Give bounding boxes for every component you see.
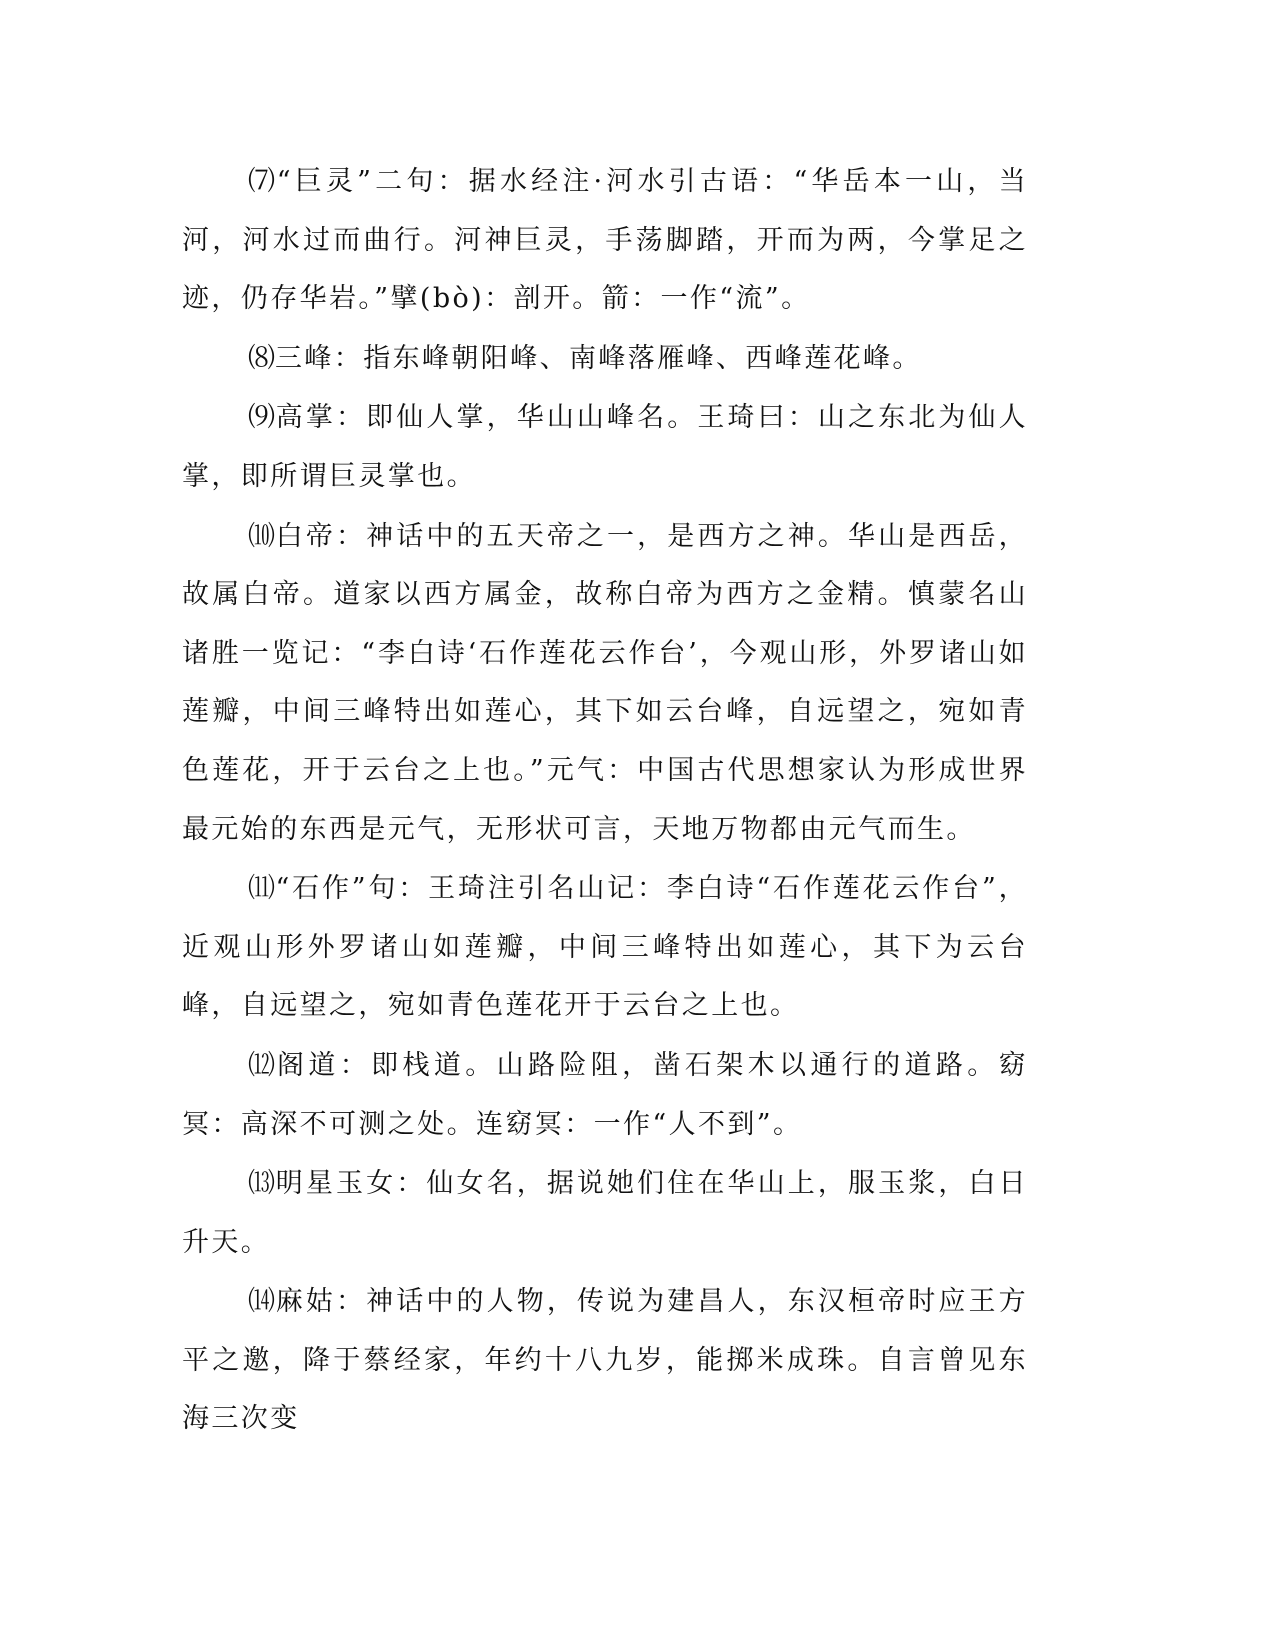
note-text: “巨灵”二句：据水经注·河水引古语：“华岳本一山，当河，河水过而曲行。河神巨灵，手荡脚踏，开而为两，今掌足之迹，仍存华岩。”擘(bò)：剖开。箭：一作“流”。	[182, 166, 1028, 315]
note-13	[182, 1154, 1028, 1272]
note-11	[182, 859, 1028, 1036]
note-number: ⑽	[248, 520, 276, 551]
note-text: “石作”句：王琦注引名山记：李白诗“石作莲花云作台”，近观山形外罗诸山如莲瓣，中间三峰特出如莲心，其下为云台峰，自远望之，宛如青色莲花开于云台之上也。	[182, 873, 1029, 1022]
note-number: ⑺	[248, 166, 277, 196]
note-text: 明星玉女：仙女名，据说她们住在华山上，服玉浆，白日升天。	[182, 1168, 1029, 1258]
note-9	[182, 388, 1028, 506]
annotation-text	[182, 152, 1028, 1449]
note-14	[182, 1272, 1028, 1449]
note-7	[182, 152, 1028, 329]
note-12	[182, 1036, 1028, 1154]
note-number: ⑾	[248, 873, 276, 904]
note-text: 白帝：神话中的五天帝之一，是西方之神。华山是西岳，故属白帝。道家以西方属金，故称白帝为西方之金精。慎蒙名山诸胜一览记：“李白诗‘石作莲花云作台’，今观山形，外罗诸山如莲瓣，中间三峰特出如莲心，其下如云台峰，自远望之，宛如青色莲花，开于云台之上也。”元气：中国古代思想家认为形成世界最元始的东西是元气，无形状可言，天地万物都由元气而生。	[182, 520, 1029, 845]
note-text: 麻姑：神话中的人物，传说为建昌人，东汉桓帝时应王方平之邀，降于蔡经家，年约十八九岁，能掷米成珠。自言曾见东海三次变	[182, 1286, 1029, 1435]
note-number: ⒁	[248, 1286, 276, 1317]
note-text: 高掌：即仙人掌，华山山峰名。王琦曰：山之东北为仙人掌，即所谓巨灵掌也。	[182, 402, 1029, 492]
note-text: 三峰：指东峰朝阳峰、南峰落雁峰、西峰莲花峰。	[275, 342, 922, 374]
note-10	[182, 507, 1028, 860]
note-number: ⑿	[248, 1049, 277, 1080]
note-text: 阁道：即栈道。山路险阻，凿石架木以通行的道路。窈冥：高深不可测之处。连窈冥：一作“人不到”。	[182, 1049, 1028, 1140]
note-number: ⑼	[248, 402, 276, 433]
note-number: ⒀	[248, 1168, 276, 1199]
note-8	[182, 329, 1028, 389]
note-number: ⑻	[248, 342, 275, 373]
